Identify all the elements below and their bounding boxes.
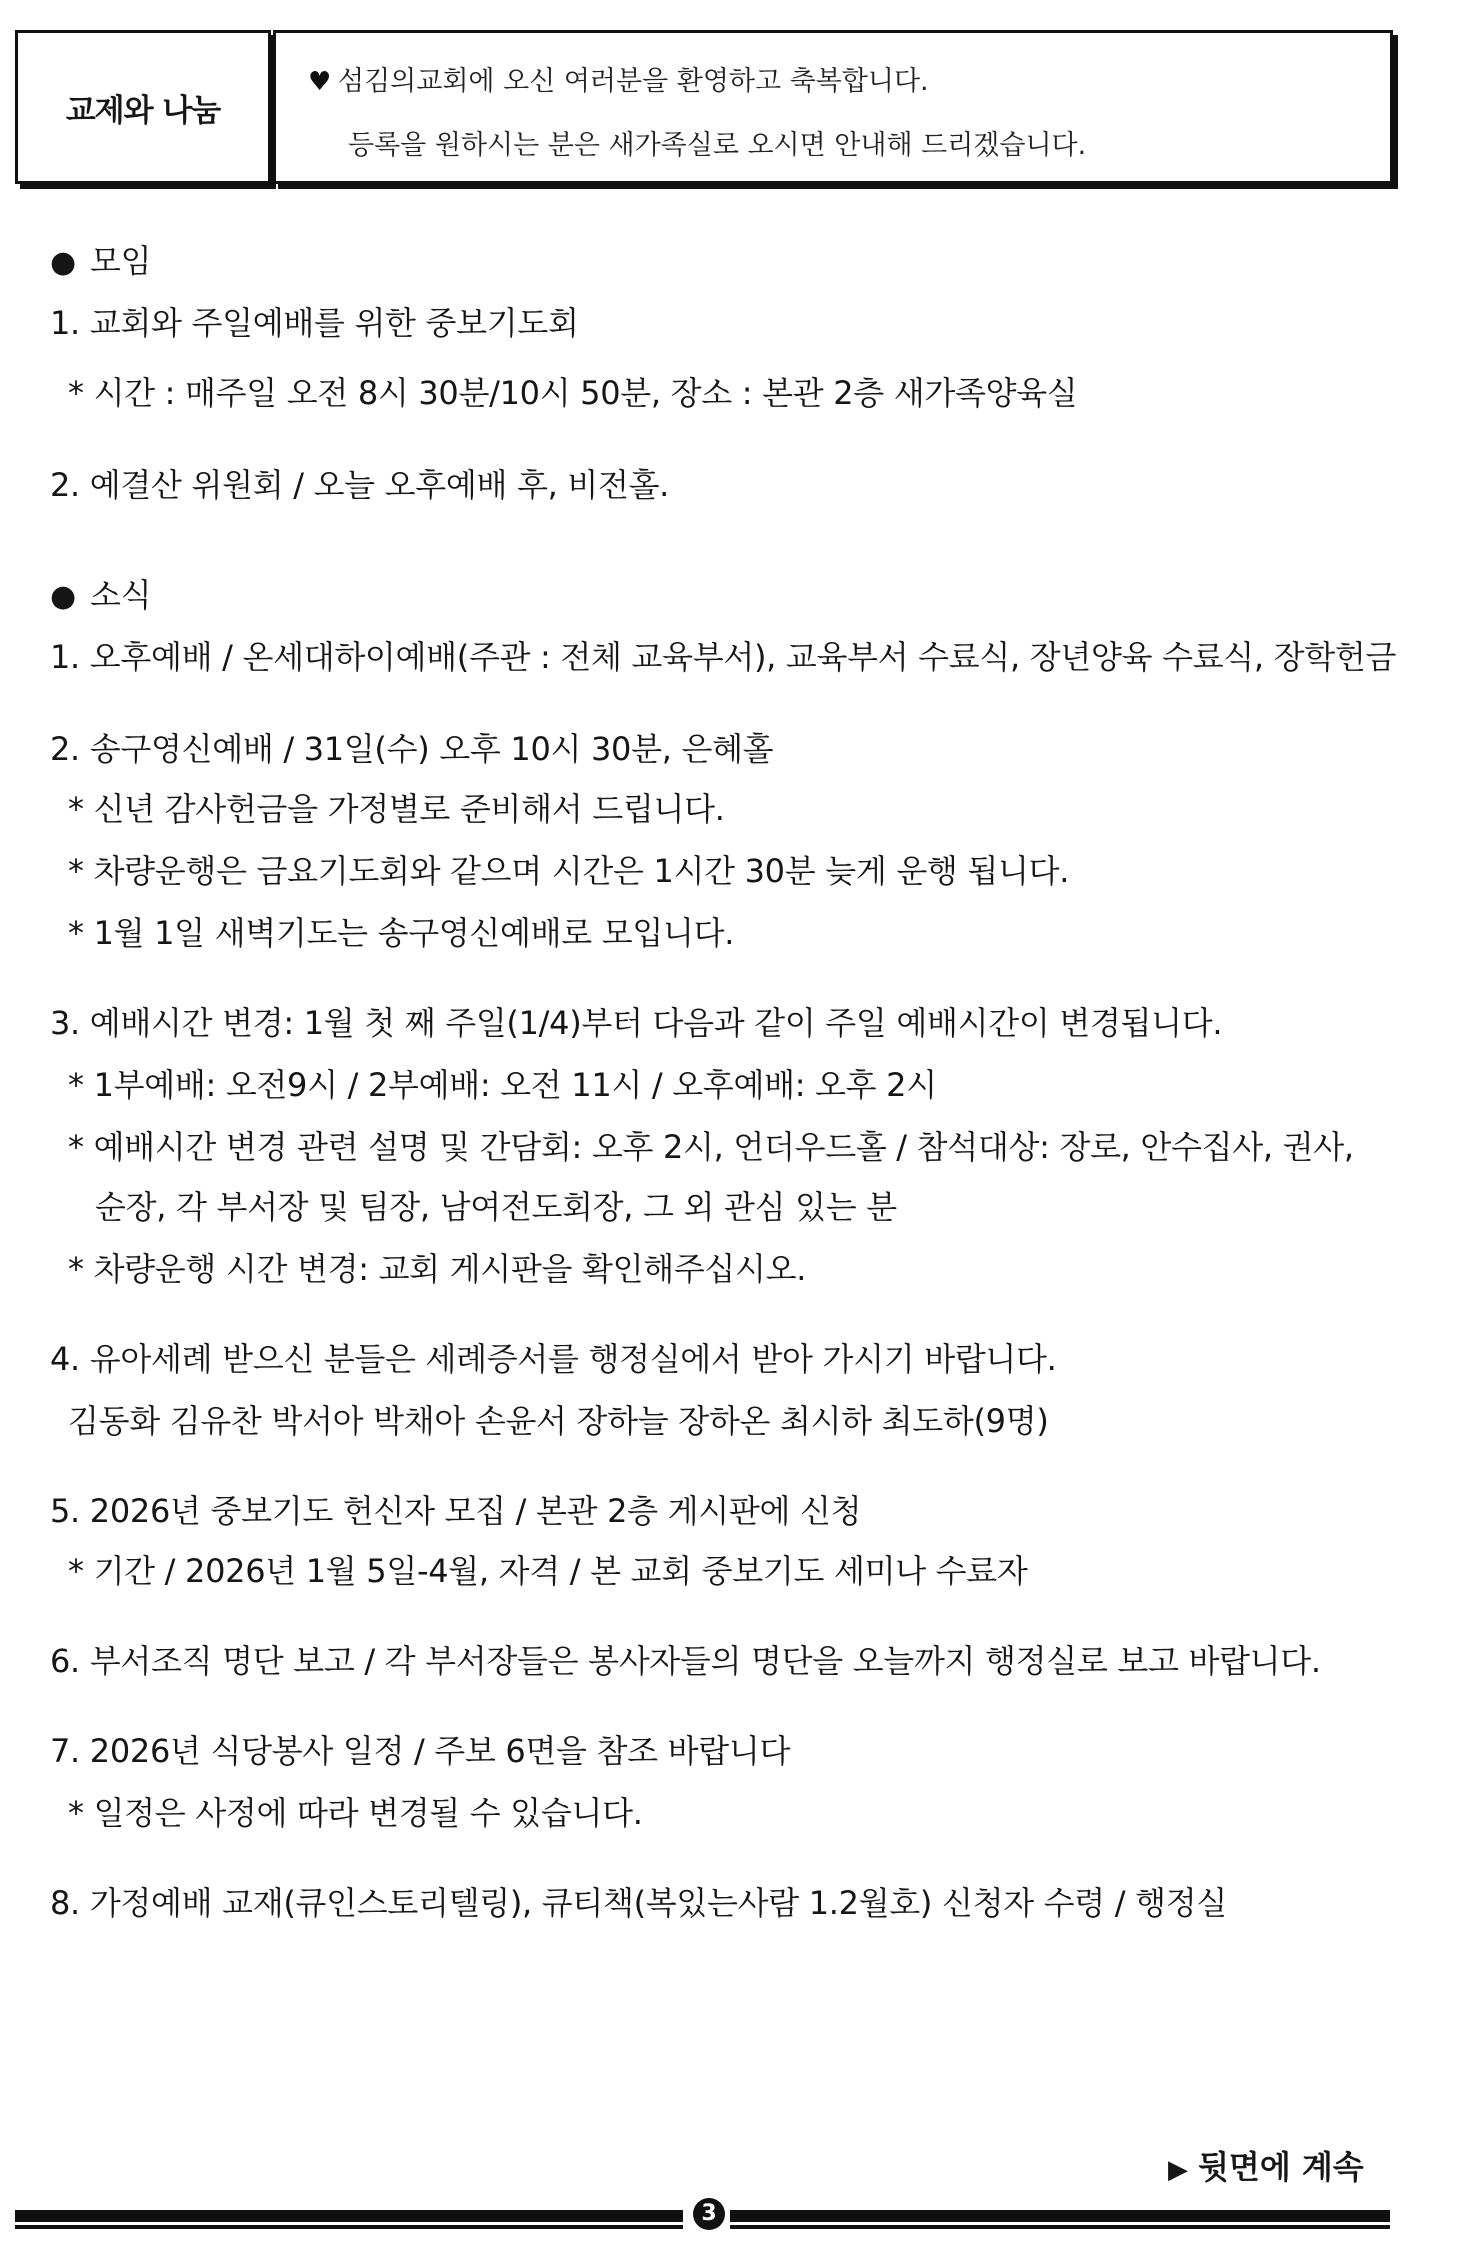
news-item-detail: * 신년 감사헌금을 가정별로 준비해서 드립니다. [68,790,725,828]
news-item-detail: * 예배시간 변경 관련 설명 및 간담회: 오후 2시, 언더우드홀 / 참석대상: 장로, 안수집사, 권사, [68,1128,1354,1166]
welcome-line-2: 등록을 원하시는 분은 새가족실로 오시면 안내해 드리겠습니다. [348,130,1087,161]
bullet-icon: ● [50,579,76,614]
news-item: 7. 2026년 식당봉사 일정 / 주보 6면을 참조 바랍니다 [50,1732,791,1770]
section-title: 교제와 나눔 [65,92,221,129]
section-title-box [15,30,271,184]
bullet-icon: ● [50,245,76,280]
news-item: 1. 오후예배 / 온세대하이예배(주관 : 전체 교육부서), 교육부서 수료식, 장년양육 수료식, 장학헌금 [50,638,1397,676]
page-number: 3 [693,2198,725,2230]
news-title: 소식 [90,576,152,614]
news-item-detail: 김동화 김유찬 박서아 박채아 손윤서 장하늘 장하온 최시하 최도하(9명) [68,1402,1049,1440]
news-item: 8. 가정예배 교재(큐인스토리텔링), 큐티책(복있는사람 1.2월호) 신청자 수령 / 행정실 [50,1884,1227,1922]
meeting-item: 1. 교회와 주일예배를 위한 중보기도회 [50,304,579,342]
news-item: 5. 2026년 중보기도 헌신자 모집 / 본관 2층 게시판에 신청 [50,1492,862,1530]
meeting-title: 모임 [90,242,152,280]
news-item: 3. 예배시간 변경: 1월 첫 째 주일(1/4)부터 다음과 같이 주일 예배시간이 변경됩니다. [50,1004,1223,1042]
news-item-detail: * 차량운행은 금요기도회와 같으며 시간은 1시간 30분 늦게 운행 됩니다. [68,852,1070,890]
news-item-detail: * 1부예배: 오전9시 / 2부예배: 오전 11시 / 오후예배: 오후 2시 [68,1066,937,1104]
continue-notice [1168,2142,1364,2188]
heart-icon: ♥ [308,67,332,97]
news-item-detail: * 일정은 사정에 따라 변경될 수 있습니다. [68,1794,643,1832]
news-heading [50,570,151,616]
meeting-item-detail: * 시간 : 매주일 오전 8시 30분/10시 50분, 장소 : 본관 2층 새가족양육실 [68,374,1078,412]
welcome-line-1 [308,59,929,98]
news-item-detail: * 기간 / 2026년 1월 5일-4월, 자격 / 본 교회 중보기도 세미나 수료자 [68,1552,1028,1590]
welcome-box [273,30,1393,184]
play-arrow-icon: ▶ [1168,2155,1188,2185]
meeting-heading [50,236,151,282]
footer-rule-left [15,2210,683,2222]
news-item: 2. 송구영신예배 / 31일(수) 오후 10시 30분, 은혜홀 [50,730,774,768]
news-item-detail: 순장, 각 부서장 및 팀장, 남여전도회장, 그 외 관심 있는 분 [95,1188,897,1226]
continue-label: 뒷면에 계속 [1198,2148,1364,2186]
news-item-detail: * 차량운행 시간 변경: 교회 게시판을 확인해주십시오. [68,1250,807,1288]
news-item: 6. 부서조직 명단 보고 / 각 부서장들은 봉사자들의 명단을 오늘까지 행정실로 보고 바랍니다. [50,1642,1321,1680]
meeting-item: 2. 예결산 위원회 / 오늘 오후예배 후, 비전홀. [50,466,670,504]
welcome-text-1: 섬김의교회에 오신 여러분을 환영하고 축복합니다. [338,66,929,97]
news-item: 4. 유아세례 받으신 분들은 세례증서를 행정실에서 받아 가시기 바랍니다. [50,1340,1057,1378]
footer-rule-right [730,2210,1390,2222]
news-item-detail: * 1월 1일 새벽기도는 송구영신예배로 모입니다. [68,914,735,952]
